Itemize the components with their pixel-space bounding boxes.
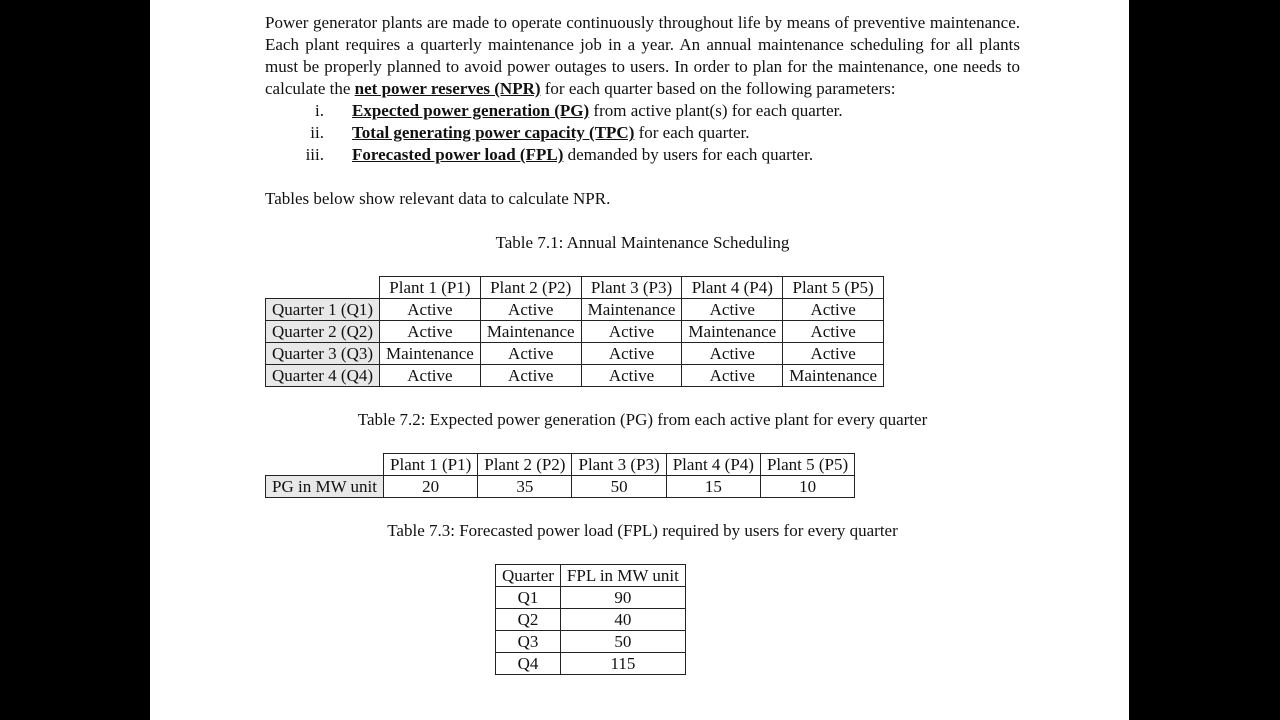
- table-row: [496, 609, 686, 631]
- table-cell: 40: [560, 609, 685, 631]
- table-cell: Active: [380, 321, 481, 343]
- table-cell: Active: [581, 321, 682, 343]
- table-cell: 20: [384, 476, 478, 498]
- column-header: Plant 2 (P2): [480, 277, 581, 299]
- table3-wrapper: [495, 564, 1020, 675]
- parameter-description: for each quarter.: [634, 123, 750, 142]
- table-cell: Maintenance: [783, 365, 884, 387]
- table-cell: 10: [760, 476, 854, 498]
- table-row: [496, 587, 686, 609]
- column-header: Plant 5 (P5): [783, 277, 884, 299]
- column-header: Plant 3 (P3): [572, 454, 666, 476]
- parameter-item: [265, 100, 1020, 122]
- table-row: [266, 299, 884, 321]
- table-cell: 15: [666, 476, 760, 498]
- parameter-list: [265, 100, 1020, 166]
- table-cell: Active: [783, 321, 884, 343]
- table-header-row: [496, 565, 686, 587]
- maintenance-schedule-table: [265, 276, 884, 387]
- table-cell: 90: [560, 587, 685, 609]
- parameter-number: iii.: [305, 145, 324, 164]
- table-cell: Active: [380, 299, 481, 321]
- column-header: Plant 5 (P5): [760, 454, 854, 476]
- table3-caption: Table 7.3: Forecasted power load (FPL) required by users for every quarter: [387, 521, 898, 540]
- table-cell: Maintenance: [581, 299, 682, 321]
- table-cell: Q4: [496, 653, 561, 675]
- row-header: PG in MW unit: [266, 476, 384, 498]
- parameter-description: from active plant(s) for each quarter.: [589, 101, 843, 120]
- column-header: Plant 1 (P1): [384, 454, 478, 476]
- parameter-term: Total generating power capacity (TPC): [352, 123, 635, 142]
- table-row: [266, 321, 884, 343]
- power-generation-table: [265, 453, 855, 498]
- column-header: Plant 1 (P1): [380, 277, 481, 299]
- table-cell: Active: [682, 365, 783, 387]
- table-cell: Maintenance: [480, 321, 581, 343]
- parameter-term: Forecasted power load (FPL): [352, 145, 564, 164]
- table-cell: Active: [682, 299, 783, 321]
- parameter-description: demanded by users for each quarter.: [563, 145, 814, 164]
- row-header: Quarter 2 (Q2): [266, 321, 380, 343]
- table-cell: Active: [581, 343, 682, 365]
- intro-paragraph: [265, 12, 1020, 100]
- table-header-row: [266, 277, 884, 299]
- parameter-item: [265, 144, 1020, 166]
- table-cell: 35: [478, 476, 572, 498]
- column-header: Quarter: [496, 565, 561, 587]
- table-row: [496, 631, 686, 653]
- parameter-term: Expected power generation (PG): [352, 101, 590, 120]
- row-header: Quarter 4 (Q4): [266, 365, 380, 387]
- table-cell: Active: [783, 343, 884, 365]
- column-header: FPL in MW unit: [560, 565, 685, 587]
- table-cell: Q1: [496, 587, 561, 609]
- table-cell: Maintenance: [380, 343, 481, 365]
- row-header: Quarter 3 (Q3): [266, 343, 380, 365]
- table-cell: Active: [581, 365, 682, 387]
- tables-intro: Tables below show relevant data to calculate NPR.: [265, 189, 611, 208]
- table-cell: 115: [560, 653, 685, 675]
- parameter-item: [265, 122, 1020, 144]
- table-cell: 50: [560, 631, 685, 653]
- table-cell: Q3: [496, 631, 561, 653]
- intro-text-before: Power generator plants are made to operate continuously throughout life by means of preventive maintenance. Each plant requires a quarterly maintenance job in a year. An annual maintenance scheduling for all plants must be properly planned to avoid power outages to users. In order to plan for the maintenance, one needs to calculate the: [265, 13, 1020, 98]
- table-cell: Active: [480, 365, 581, 387]
- document-content: [265, 12, 1020, 675]
- table1-caption: Table 7.1: Annual Maintenance Scheduling: [495, 233, 790, 252]
- table2-wrapper: [265, 453, 1020, 498]
- table-cell: Q2: [496, 609, 561, 631]
- table-header-row: [266, 454, 855, 476]
- table-cell: Active: [783, 299, 884, 321]
- parameter-number: ii.: [310, 123, 324, 142]
- column-header: Plant 4 (P4): [666, 454, 760, 476]
- table-cell: Active: [480, 343, 581, 365]
- table-row: [266, 343, 884, 365]
- table2-caption: Table 7.2: Expected power generation (PG) from each active plant for every quarter: [357, 410, 928, 429]
- table-cell: Active: [380, 365, 481, 387]
- table-row: [266, 476, 855, 498]
- document-page: [150, 0, 1129, 720]
- table1-wrapper: [265, 276, 1020, 387]
- column-header: Plant 2 (P2): [478, 454, 572, 476]
- table-cell: Active: [682, 343, 783, 365]
- npr-term: net power reserves (NPR): [354, 79, 541, 98]
- parameter-number: i.: [315, 101, 324, 120]
- forecasted-load-table: [495, 564, 686, 675]
- column-header: Plant 4 (P4): [682, 277, 783, 299]
- row-header: Quarter 1 (Q1): [266, 299, 380, 321]
- table-cell: 50: [572, 476, 666, 498]
- table-row: [496, 653, 686, 675]
- table-cell: Active: [480, 299, 581, 321]
- table-cell: Maintenance: [682, 321, 783, 343]
- intro-text-after: for each quarter based on the following parameters:: [540, 79, 896, 98]
- column-header: Plant 3 (P3): [581, 277, 682, 299]
- table-row: [266, 365, 884, 387]
